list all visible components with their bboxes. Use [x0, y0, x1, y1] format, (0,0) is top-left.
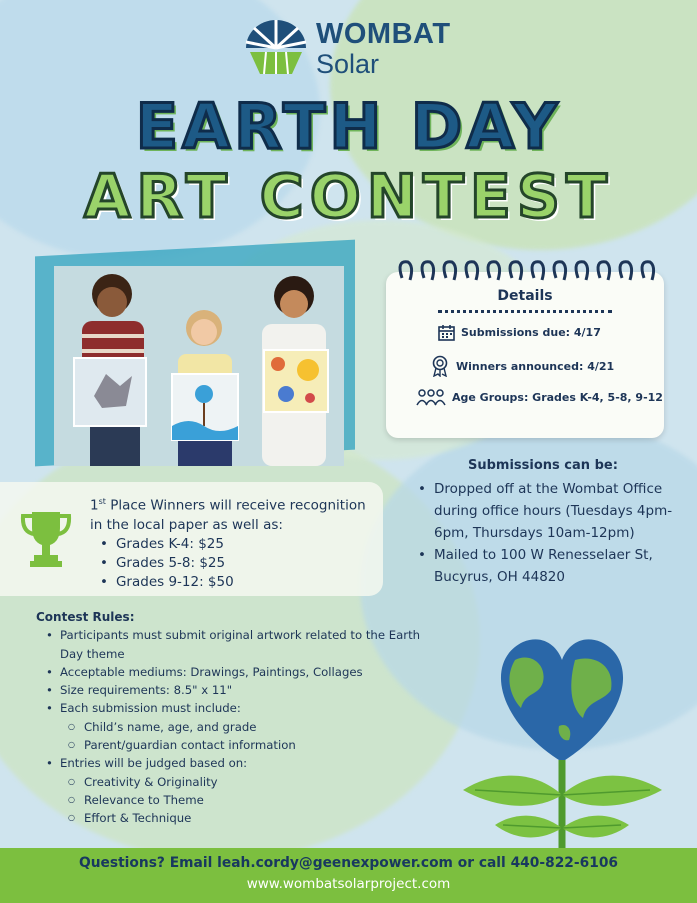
footer-contact[interactable]: Questions? Email leah.cordy@geenexpower.com or call 440-822-6106: [78, 855, 619, 871]
children-holding-art-image: [54, 266, 344, 466]
wombat-solar-logo: [244, 20, 451, 78]
details-row-submissions: [438, 324, 601, 341]
details-winners-text: Winners announced: 4/21: [456, 359, 615, 373]
submission-method: • Dropped off at the Wombat Office during office hours (Tuesdays 4pm-6pm, Thursdays 10am-12pm): [418, 478, 688, 544]
details-title: Details: [497, 288, 553, 304]
contest-rules: [36, 608, 426, 828]
rule-item: • Entries will be judged based on: ○ Creativity & Originality ○ Relevance to Theme ○ Effort & Technique: [36, 754, 426, 827]
rule-item: • Acceptable mediums: Drawings, Paintings, Collages: [36, 663, 426, 681]
rule-item: • Each submission must include: ○ Child’s name, age, and grade ○ Parent/guardian contact information: [36, 699, 426, 754]
rule-item: • Participants must submit original artwork related to the Earth Day theme: [36, 626, 426, 663]
submission-method: • Mailed to 100 W Renesselaer St, Bucyrus, OH 44820: [418, 544, 688, 588]
rule-item: • Size requirements: 8.5" x 11": [36, 681, 426, 699]
details-row-winners: [430, 355, 614, 377]
judging-item: ○ Effort & Technique: [60, 809, 426, 827]
prize-item: • Grades 5-8: $25: [100, 554, 375, 573]
footer-bar: [0, 848, 697, 903]
award-ribbon-icon: [430, 355, 450, 377]
logo-subword: Solar: [316, 49, 380, 79]
submissions-list: [418, 478, 688, 588]
sun-logo-icon: [244, 20, 308, 78]
details-age-groups-text: Age Groups: Grades K-4, 5-8, 9-12: [452, 390, 663, 404]
details-card: [386, 272, 664, 438]
judging-item: ○ Creativity & Originality: [60, 773, 426, 791]
include-sublist: [60, 718, 426, 755]
trophy-icon: [20, 510, 72, 568]
logo-wordmark: WOMBAT: [316, 18, 451, 50]
include-item: ○ Child’s name, age, and grade: [60, 718, 426, 736]
notebook-spiral-binding: [394, 256, 658, 284]
submissions-title: Submissions can be:: [468, 458, 618, 473]
rules-list: [36, 626, 426, 827]
details-submissions-text: Submissions due: 4/17: [461, 326, 601, 339]
dotted-divider: [438, 310, 612, 313]
earth-heart-plant-icon: [455, 630, 670, 850]
footer-website-link[interactable]: www.wombatsolarproject.com: [246, 876, 451, 892]
judging-item: ○ Relevance to Theme: [60, 791, 426, 809]
include-item: ○ Parent/guardian contact information: [60, 736, 426, 754]
title-art-contest: ART CONTEST: [83, 162, 614, 232]
rules-title: Contest Rules:: [36, 610, 135, 624]
prize-intro: 1st Place Winners will receive recognition in the local paper as well as:: [90, 497, 366, 533]
title-earth-day: EARTH DAY: [135, 90, 562, 163]
prize-item: • Grades K-4: $25: [100, 535, 375, 554]
prize-list: [100, 535, 375, 592]
prize-text: [90, 492, 375, 592]
kids-photo: [40, 248, 340, 478]
details-row-age-groups: [416, 388, 663, 406]
prize-item: • Grades 9-12: $50: [100, 573, 375, 592]
people-group-icon: [416, 388, 446, 406]
calendar-icon: [438, 324, 455, 341]
judging-sublist: [60, 773, 426, 828]
